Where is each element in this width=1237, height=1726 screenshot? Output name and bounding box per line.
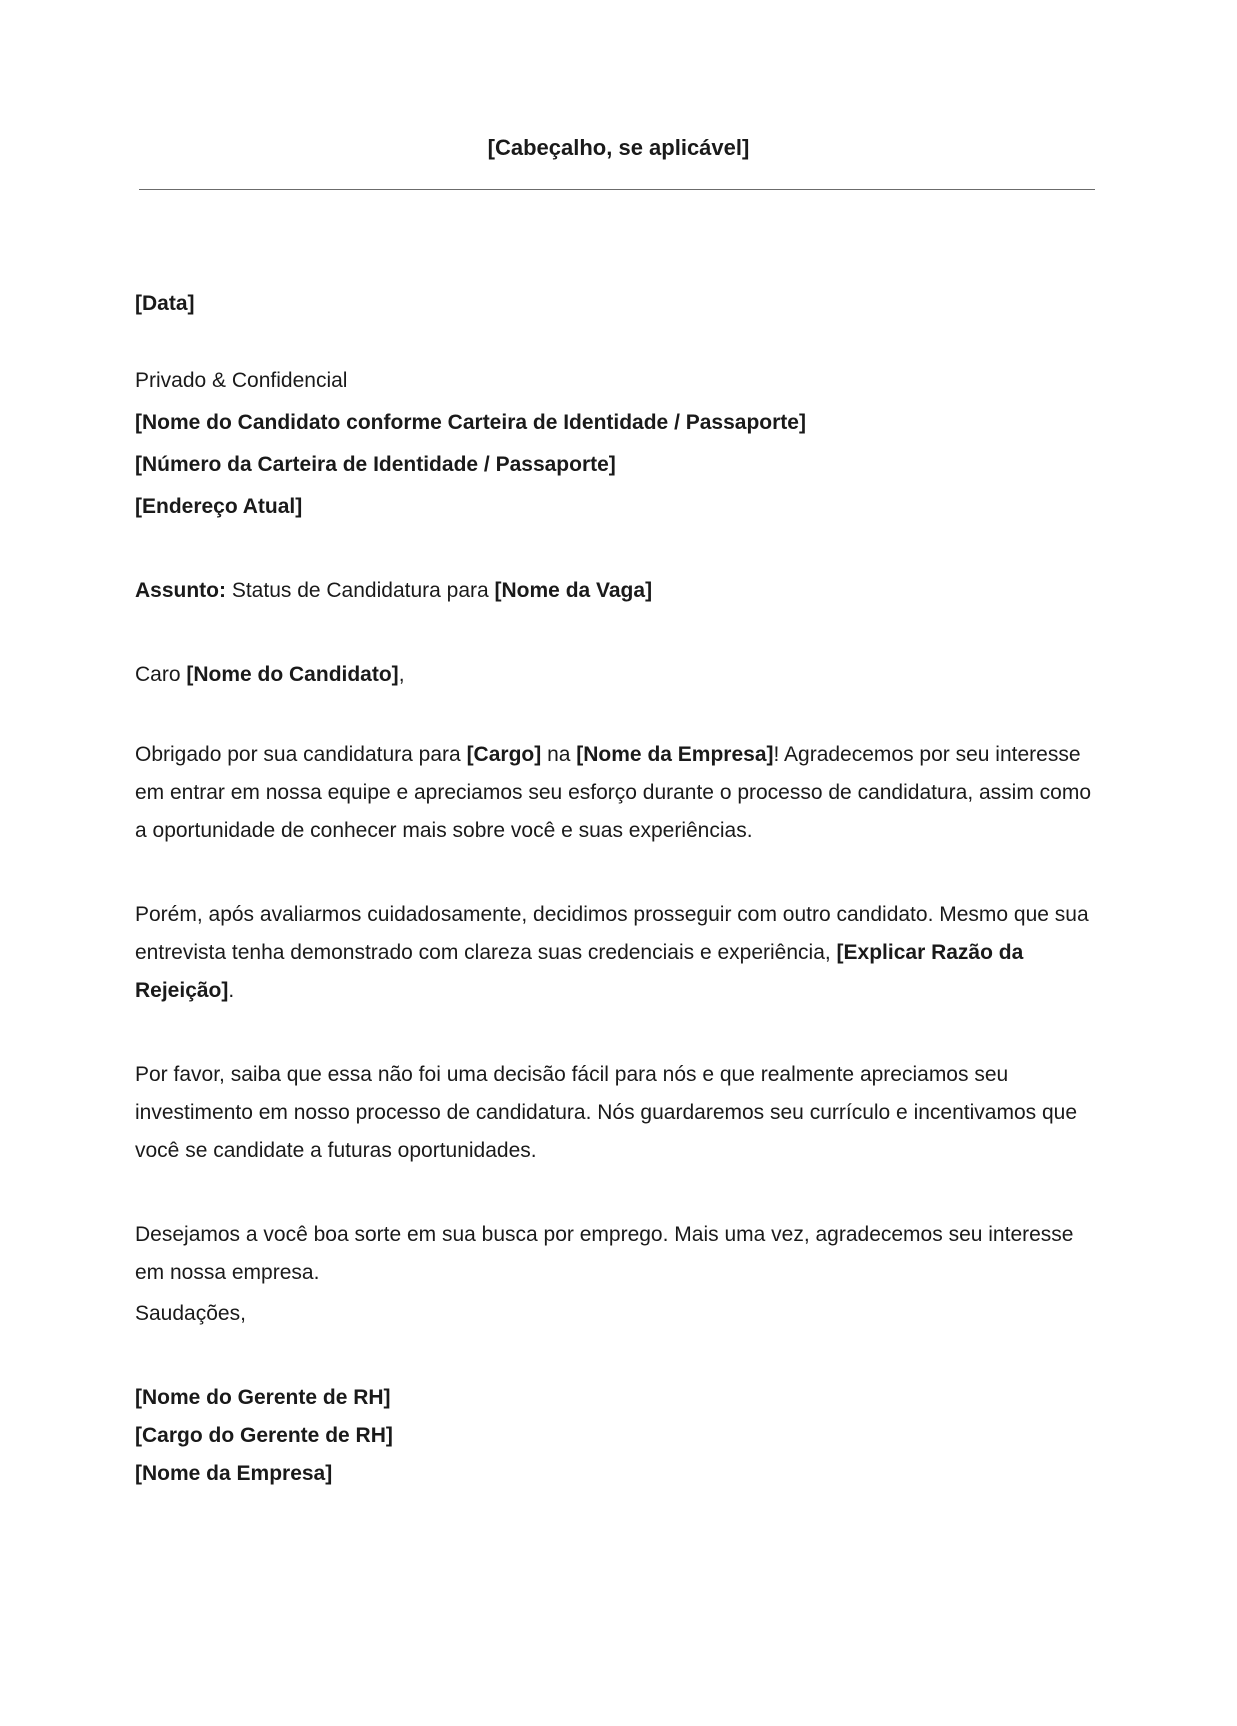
p1-cargo: [Cargo] (466, 743, 542, 766)
signature-title: [Cargo do Gerente de RH] (135, 1424, 393, 1447)
greeting-name: [Nome do Candidato] (186, 663, 399, 686)
p2-text-2: . (228, 979, 235, 1002)
address-field: [Endereço Atual] (135, 495, 303, 518)
p2-text-1: Porém, após avaliarmos cuidadosamente, decidimos prosseguir com outro candidato. Mesmo que sua entrevista tenha demonstrado com clareza suas credenciais e experiência, (135, 903, 1089, 964)
greeting-salutation: Caro (135, 663, 187, 686)
candidate-name-field: [Nome do Candidato conforme Carteira de Identidade / Passaporte] (135, 411, 806, 434)
p1-text-2: na (541, 743, 577, 766)
header-divider (139, 189, 1095, 190)
signature-name: [Nome do Gerente de RH] (135, 1386, 391, 1409)
subject-line (135, 577, 652, 605)
id-number-field: [Número da Carteira de Identidade / Passaporte] (135, 453, 616, 476)
paragraph-good-luck: Desejamos a você boa sorte em sua busca por emprego. Mais uma vez, agradecemos seu interesse em nossa empresa. (135, 1223, 1074, 1284)
subject-position: [Nome da Vaga] (494, 579, 653, 602)
greeting (135, 661, 405, 689)
subject-text: Status de Candidatura para (226, 579, 495, 602)
paragraph-rejection (135, 896, 1105, 1010)
header-title: [Cabeçalho, se aplicável] (487, 135, 750, 160)
date-field: [Data] (135, 292, 195, 315)
p1-company: [Nome da Empresa] (576, 743, 774, 766)
paragraph-encouragement: Por favor, saiba que essa não foi uma decisão fácil para nós e que realmente apreciamos seu investimento em nosso processo de candidatura. Nós guardaremos seu currículo e incentivamos que você se candidate a futuras oportunidades. (135, 1063, 1077, 1162)
subject-label: Assunto: (135, 579, 226, 602)
p1-text-1: Obrigado por sua candidatura para (135, 743, 467, 766)
p1-text-3: ! Agradecemos por seu interesse em entrar em nossa equipe e apreciamos seu esforço durante o processo de candidatura, assim como a oportunidade de conhecer mais sobre você e suas experiências. (135, 743, 1092, 842)
p2-reason: [Explicar Razão da Rejeição] (135, 941, 1024, 1002)
greeting-punct: , (398, 663, 405, 686)
closing: Saudações, (135, 1302, 246, 1325)
privacy-note: Privado & Confidencial (135, 369, 348, 392)
signature-company: [Nome da Empresa] (135, 1462, 333, 1485)
paragraph-thanks (135, 736, 1105, 850)
